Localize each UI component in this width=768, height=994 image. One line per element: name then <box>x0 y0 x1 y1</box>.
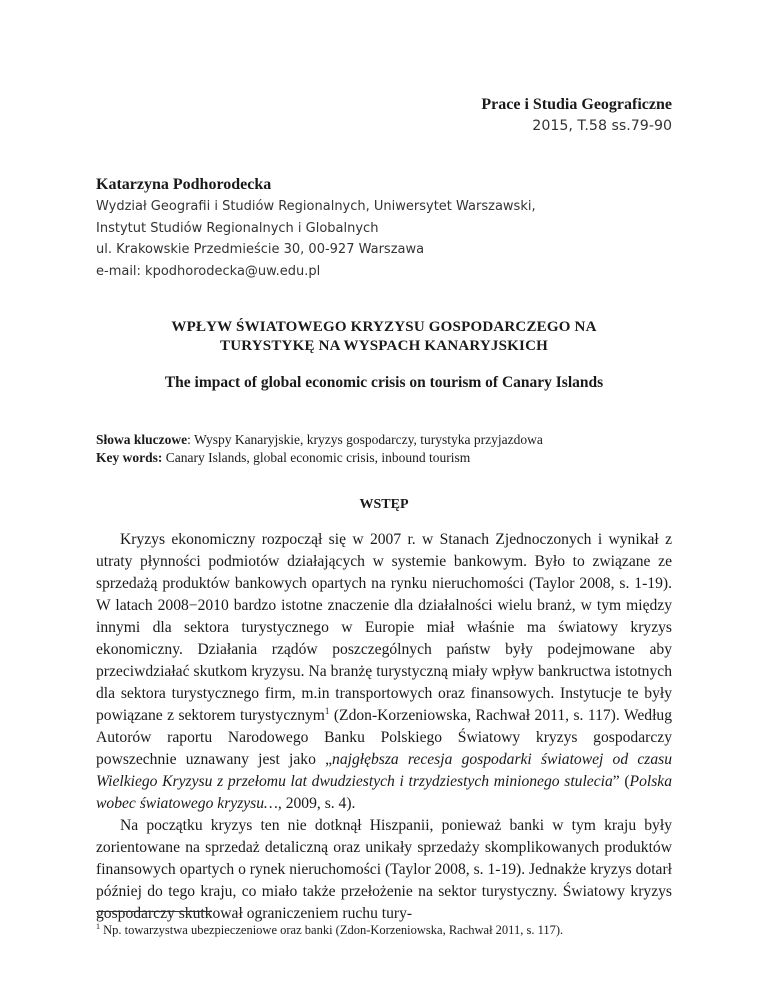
journal-issue: 2015, T.58 ss.79-90 <box>532 118 672 134</box>
paragraph-1-text: 2009, s. 4). <box>281 795 356 812</box>
keywords-en <box>96 449 672 467</box>
affiliation-line: Instytut Studiów Regionalnych i Globalnych <box>96 220 379 236</box>
email-line: e-mail: kpodhorodecka@uw.edu.pl <box>96 263 321 279</box>
section-heading: WSTĘP <box>359 497 409 512</box>
source-italic: Polska wobec światowego kryzysu…, <box>96 773 672 812</box>
keywords-pl <box>96 431 672 449</box>
paragraph-2: Na początku kryzys ten nie dotknął Hiszpanii, ponieważ banki w tym kraju były zorientowane na sprzedaż detaliczną oraz unikały sprzedaży skomplikowanych produktów finansowych opartych o rynek nieruchomości (Taylor 2008, s. 1-19). Jednakże kryzys dotarł później do tego kraju, co miało także przełożenie na sektor turystyczny. Światowy kryzys gospodarczy skutkował ograniczeniem ruchu tury- <box>96 817 672 922</box>
affiliation-line: Wydział Geografii i Studiów Regionalnych, Uniwersytet Warszawski, <box>96 199 536 214</box>
author-name: Katarzyna Podhorodecka <box>96 176 272 193</box>
body-text <box>96 529 672 925</box>
keywords-en-label: Key words: <box>96 450 163 465</box>
keywords-pl-label: Słowa kluczowe <box>96 432 188 447</box>
journal-name: Prace i Studia Geograficzne <box>481 96 672 113</box>
footnote-ref: 1 <box>324 705 330 716</box>
keywords-en-text: Canary Islands, global economic crisis, inbound tourism <box>162 450 471 465</box>
footnote <box>96 919 672 938</box>
footnote-text: Np. towarzystwa ubezpieczeniowe oraz banki (Zdon-Korzeniowska, Rachwał 2011, s. 117). <box>100 923 564 938</box>
keywords-pl-text: : Wyspy Kanaryjskie, kryzys gospodarczy, turystyka przyjazdowa <box>187 432 543 447</box>
article-title-pl <box>96 318 672 356</box>
paragraph-1-text: Kryzys ekonomiczny rozpoczął się w 2007 r. w Stanach Zjednoczonych i wynikał z utraty płynności podmiotów działających w systemie bankowym. Było to związane ze sprzedażą produktów bankowych opartych na rynku nieruchomości (Taylor 2008, s. 1-19). W latach 2008−2010 bardzo istotne znaczenie dla działalności wielu branż, w tym między innymi dla sektora turystycznego w Europie miał właśnie ma światowy kryzys ekonomiczny. Działania rządów poszczególnych państw były podejmowane aby przeciwdziałać skutkom kryzysu. Na branżę turystyczną miały wpływ bankructwa istotnych dla sektora turystycznego firm, m.in transportowych oraz finansowych. Instytucje te były powiązane z sektorem turystycznym <box>96 531 672 724</box>
author-block <box>96 174 676 282</box>
paragraph-1-text: (Zdon-Korzeniowska, Rachwał 2011, s. 117). Według Autorów raportu Narodowego Banku Polskiego Światowy kryzys gospodarczy powszechnie uznawany jest jako „ <box>96 707 673 768</box>
title-line-1: WPŁYW ŚWIATOWEGO KRYZYSU GOSPODARCZEGO NA <box>171 319 597 335</box>
footnote-number: 1 <box>96 922 100 931</box>
paragraph-1-text: ” ( <box>612 773 630 790</box>
quote-italic: najgłębsza recesja gospodarki światowej od czasu Wielkiego Kryzysu z przełomu lat dwudziestych i trzydziestych minionego stulecia <box>96 751 673 790</box>
address-line: ul. Krakowskie Przedmieście 30, 00-927 Warszawa <box>96 242 425 257</box>
article-title-en: The impact of global economic crisis on tourism of Canary Islands <box>164 374 604 391</box>
keywords-block <box>96 431 672 467</box>
paragraph-1 <box>96 529 672 815</box>
title-line-2: TURYSTYKĘ NA WYSPACH KANARYJSKICH <box>220 338 548 354</box>
journal-header <box>481 95 672 137</box>
footnote-divider <box>96 911 212 912</box>
